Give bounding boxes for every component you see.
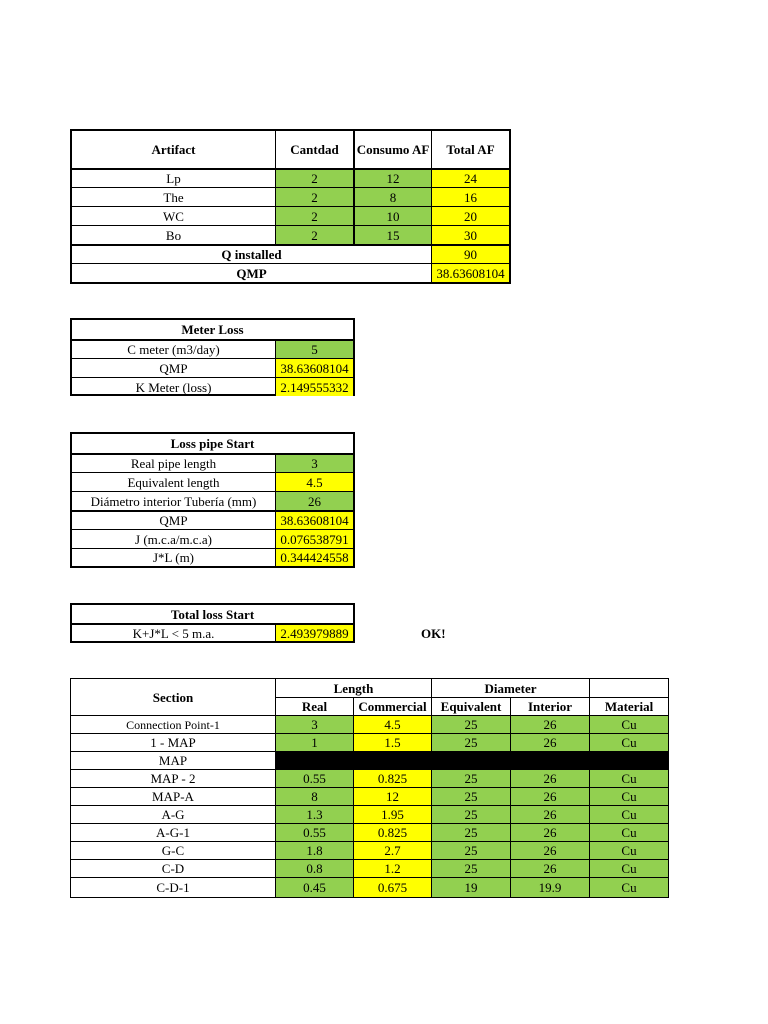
cell-material: Cu bbox=[589, 733, 668, 751]
cell-real: 1.3 bbox=[275, 805, 353, 823]
cell-equivalent: 25 bbox=[431, 859, 510, 877]
cell-material: Cu bbox=[589, 841, 668, 859]
table-row-section: C-D bbox=[71, 859, 275, 877]
cell-material: Cu bbox=[589, 787, 668, 805]
meter-loss-label: C meter (m3/day) bbox=[72, 339, 275, 358]
loss-pipe-label: QMP bbox=[72, 510, 275, 529]
section-table bbox=[70, 678, 669, 898]
table-row-section: A-G bbox=[71, 805, 275, 823]
table-cell-consumo: 12 bbox=[353, 168, 431, 187]
header-diameter: Diameter bbox=[431, 679, 589, 697]
cell-real: 0.45 bbox=[275, 877, 353, 897]
table-row-section: G-C bbox=[71, 841, 275, 859]
loss-pipe-label: J*L (m) bbox=[72, 548, 275, 566]
table-row-section: 1 - MAP bbox=[71, 733, 275, 751]
header-cantdad: Cantdad bbox=[275, 131, 353, 168]
loss-pipe-value: 0.344424558 bbox=[275, 548, 353, 566]
cell-commercial: 12 bbox=[353, 787, 431, 805]
cell-equivalent: 25 bbox=[431, 769, 510, 787]
table-cell-total: 30 bbox=[431, 225, 509, 244]
meter-loss-table bbox=[70, 318, 355, 396]
qmp-label: QMP bbox=[72, 263, 431, 282]
cell-real: 1 bbox=[275, 733, 353, 751]
table-cell-total: 24 bbox=[431, 168, 509, 187]
cell-real: 0.55 bbox=[275, 769, 353, 787]
loss-pipe-label: Diámetro interior Tubería (mm) bbox=[72, 491, 275, 510]
total-loss-label: K+J*L < 5 m.a. bbox=[72, 623, 275, 641]
cell-material: Cu bbox=[589, 877, 668, 897]
cell-equivalent: 25 bbox=[431, 823, 510, 841]
meter-loss-value: 5 bbox=[275, 339, 353, 358]
artifact-table bbox=[70, 129, 511, 284]
meter-loss-label: QMP bbox=[72, 358, 275, 377]
table-cell-cantdad: 2 bbox=[275, 168, 353, 187]
loss-pipe-label: J (m.c.a/m.c.a) bbox=[72, 529, 275, 548]
table-row-section: MAP-A bbox=[71, 787, 275, 805]
loss-pipe-value: 38.63608104 bbox=[275, 510, 353, 529]
header-section: Section bbox=[152, 689, 194, 705]
total-loss-title: Total loss Start bbox=[170, 606, 255, 622]
cell-interior: 26 bbox=[510, 715, 589, 733]
total-loss-start-table bbox=[70, 603, 355, 643]
cell-equivalent: 25 bbox=[431, 733, 510, 751]
cell-equivalent: 25 bbox=[431, 805, 510, 823]
q-installed-label: Q installed bbox=[72, 244, 431, 263]
header-blank bbox=[589, 679, 668, 697]
table-row-artifact: WC bbox=[72, 206, 275, 225]
loss-pipe-value: 26 bbox=[275, 491, 353, 510]
cell-interior: 26 bbox=[510, 841, 589, 859]
cell-interior: 26 bbox=[510, 733, 589, 751]
header-equivalent: Equivalent bbox=[431, 697, 510, 715]
header-commercial: Commercial bbox=[353, 697, 431, 715]
meter-loss-value: 38.63608104 bbox=[275, 358, 353, 377]
table-row-section: A-G-1 bbox=[71, 823, 275, 841]
loss-pipe-value: 0.076538791 bbox=[275, 529, 353, 548]
cell-interior: 26 bbox=[510, 769, 589, 787]
cell-interior: 19.9 bbox=[510, 877, 589, 897]
cell-material: Cu bbox=[589, 769, 668, 787]
cell-commercial: 0.825 bbox=[353, 769, 431, 787]
header-total-af: Total AF bbox=[431, 131, 509, 168]
cell-real: 0.8 bbox=[275, 859, 353, 877]
table-cell-consumo: 15 bbox=[353, 225, 431, 244]
cell-equivalent: 25 bbox=[431, 841, 510, 859]
cell-black-fill bbox=[275, 751, 668, 769]
table-row-section: Connection Point-1 bbox=[71, 715, 275, 733]
meter-loss-title: Meter Loss bbox=[181, 322, 244, 337]
cell-equivalent: 25 bbox=[431, 715, 510, 733]
table-row-artifact: Bo bbox=[72, 225, 275, 244]
cell-interior: 26 bbox=[510, 859, 589, 877]
cell-interior: 26 bbox=[510, 823, 589, 841]
cell-commercial: 1.5 bbox=[353, 733, 431, 751]
table-row-section: C-D-1 bbox=[71, 877, 275, 897]
table-cell-consumo: 8 bbox=[353, 187, 431, 206]
loss-pipe-label: Real pipe length bbox=[72, 453, 275, 472]
table-cell-cantdad: 2 bbox=[275, 187, 353, 206]
cell-material: Cu bbox=[589, 859, 668, 877]
cell-real: 0.55 bbox=[275, 823, 353, 841]
table-row-section: MAP bbox=[71, 751, 275, 769]
cell-commercial: 1.95 bbox=[353, 805, 431, 823]
cell-material: Cu bbox=[589, 823, 668, 841]
cell-commercial: 1.2 bbox=[353, 859, 431, 877]
table-cell-consumo: 10 bbox=[353, 206, 431, 225]
cell-real: 8 bbox=[275, 787, 353, 805]
header-interior: Interior bbox=[510, 697, 589, 715]
loss-pipe-value: 4.5 bbox=[275, 472, 353, 491]
total-loss-value: 2.493979889 bbox=[275, 623, 353, 641]
header-consumo-af: Consumo AF bbox=[353, 131, 431, 168]
cell-real: 3 bbox=[275, 715, 353, 733]
loss-pipe-value: 3 bbox=[275, 453, 353, 472]
cell-equivalent: 25 bbox=[431, 787, 510, 805]
meter-loss-value: 2.149555332 bbox=[275, 377, 353, 396]
loss-pipe-start-table bbox=[70, 432, 355, 568]
table-row-artifact: The bbox=[72, 187, 275, 206]
cell-interior: 26 bbox=[510, 805, 589, 823]
table-cell-total: 20 bbox=[431, 206, 509, 225]
q-installed-value: 90 bbox=[431, 244, 509, 263]
table-row-section: MAP - 2 bbox=[71, 769, 275, 787]
cell-commercial: 4.5 bbox=[353, 715, 431, 733]
header-length: Length bbox=[275, 679, 431, 697]
table-cell-total: 16 bbox=[431, 187, 509, 206]
cell-equivalent: 19 bbox=[431, 877, 510, 897]
header-material: Material bbox=[589, 697, 668, 715]
table-cell-cantdad: 2 bbox=[275, 206, 353, 225]
cell-real: 1.8 bbox=[275, 841, 353, 859]
cell-material: Cu bbox=[589, 715, 668, 733]
cell-interior: 26 bbox=[510, 787, 589, 805]
loss-pipe-label: Equivalent length bbox=[72, 472, 275, 491]
header-real: Real bbox=[275, 697, 353, 715]
qmp-value: 38.63608104 bbox=[431, 263, 509, 282]
header-artifact: Artifact bbox=[151, 142, 196, 157]
table-row-artifact: Lp bbox=[72, 168, 275, 187]
table-cell-cantdad: 2 bbox=[275, 225, 353, 244]
status-ok: OK! bbox=[421, 626, 446, 641]
meter-loss-label: K Meter (loss) bbox=[72, 377, 275, 396]
cell-commercial: 2.7 bbox=[353, 841, 431, 859]
cell-material: Cu bbox=[589, 805, 668, 823]
cell-commercial: 0.825 bbox=[353, 823, 431, 841]
cell-commercial: 0.675 bbox=[353, 877, 431, 897]
loss-pipe-title: Loss pipe Start bbox=[170, 436, 255, 451]
